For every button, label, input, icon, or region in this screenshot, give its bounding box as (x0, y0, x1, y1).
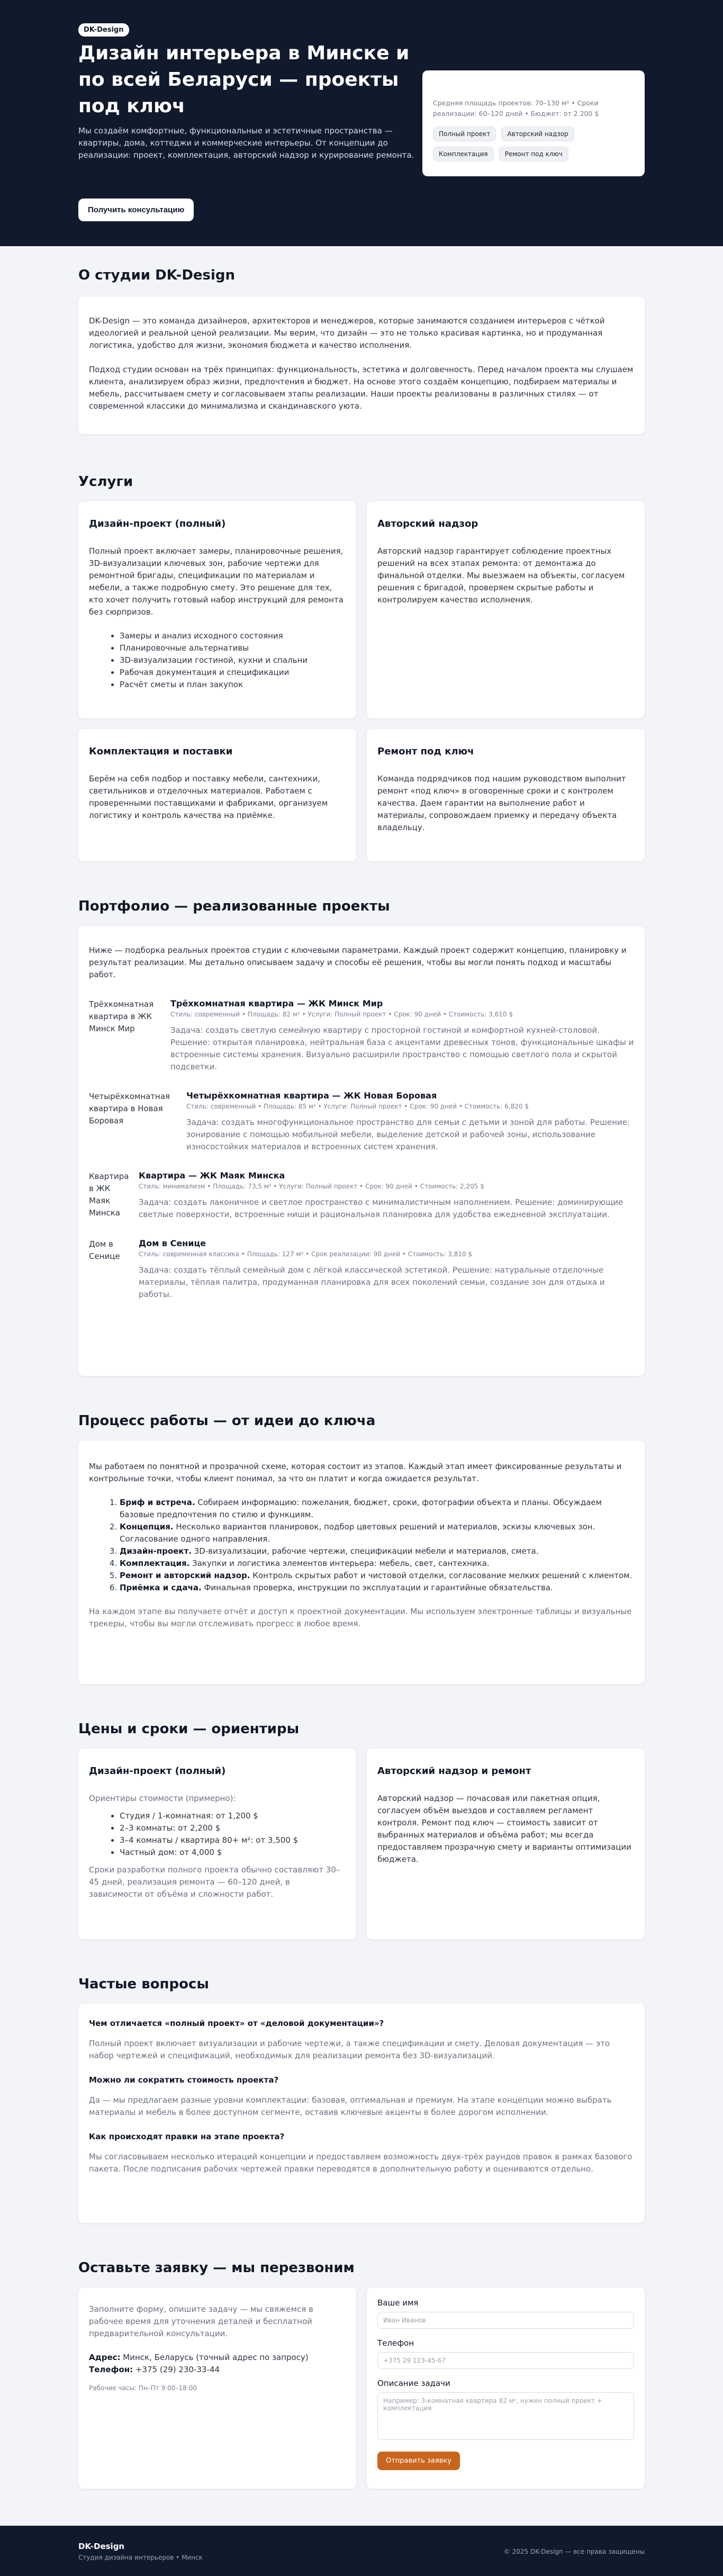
service-features-list (120, 630, 346, 691)
contact-intro: Заполните форму, опишите задачу — мы свяжемся в рабочее время для уточнения деталей и бесплатной предварительной консультации. (89, 2304, 313, 2338)
price-note: Сроки разработки полного проекта обычно составляют 30–45 дней, реализация ремонта — 60–120 дней, в зависимости от объёма и сложности работ. (89, 1865, 340, 1899)
contact-hours: Рабочие часы: Пн–Пт 9:00–18:00 (89, 2384, 197, 2392)
faq-item (89, 2019, 634, 2062)
process-step: 2. Концепция. Несколько вариантов планировок, подбор цветовых решений и материалов, эскизы ключевых зон. Согласование одного направления. (120, 1521, 634, 1545)
project-item (89, 1170, 634, 1221)
price-text: Авторский надзор — почасовая или пакетная опция, согласуем объём выездов и составляем регламент контроля. Ремонт под ключ — стоимость зависит от выбранных материалов и объёма работ; мы всегда предоставляем прозрачную смету и варианты оптимизации бюджета. (377, 1794, 631, 1864)
process-step: 1. Бриф и встреча. Собираем информацию: пожелания, бюджет, сроки, фотографии объекта и планы. Обсуждаем базовые предпочтения по стилю и функциям. (120, 1497, 634, 1521)
portfolio-intro: Ниже — подборка реальных проектов студии с ключевыми параметрами. Каждый проект содержит концепцию, планировку и результат реализации. Мы детально описываем задачу и способы её решения, чтобы вы могли понять подход и масштабы работ. (89, 945, 627, 979)
brand-badge: DK-Design (78, 23, 129, 37)
consultation-button[interactable]: Получить консультацию (78, 199, 194, 221)
process-section (78, 1376, 645, 1684)
service-text: Авторский надзор гарантирует соблюдение проектных решений на всех этапах ремонта: от демонтажа до финальной отделки. Мы выезжаем на объекты, согласуем решения с бригадой, проверяем скрытые работы и контролируем качество исполнения. (377, 546, 625, 605)
project-meta: Стиль: современный • Площадь: 82 м² • Услуги: Полный проект • Срок: 90 дней • Стоимость: 3,610 $ (170, 1011, 513, 1018)
service-card-supervision (367, 501, 645, 718)
project-description: Задача: создать лаконичное и светлое пространство с минималистичным наполнением. Решение: доминирующие светлые поверхности, встроенные ниши и рациональная планировка для удобства ежедневной эксплуатации. (139, 1197, 623, 1219)
phone-label: Телефон (377, 2338, 414, 2348)
service-card-full-project (78, 501, 356, 718)
project-item (89, 1091, 634, 1153)
prices-title: Цены и сроки — ориентиры (78, 1721, 300, 1737)
list-item: • Планировочные альтернативы (120, 642, 346, 654)
contact-title: Оставьте заявку — мы перезвоним (78, 2260, 355, 2276)
project-title: Четырёхкомнатная квартира — ЖК Новая Боровая (186, 1091, 437, 1101)
about-card (78, 296, 645, 434)
hero-section (0, 0, 723, 246)
process-step: 5. Ремонт и авторский надзор. Контроль скрытых работ и чистовой отделки, согласование мелких решений с клиентом. (120, 1570, 634, 1582)
hero-description: Мы создаём комфортные, функциональные и эстетичные пространства — квартиры, дома, коттеджи и коммерческие интерьеры. От концепции до реализации: проект, комплектация, авторский надзор и курирование ремонта. (78, 126, 414, 160)
footer (0, 2526, 723, 2576)
service-text: Берём на себя подбор и поставку мебели, сантехники, светильников и отделочных материалов. Работаем с проверенными поставщиками и фабриками, организуем логистику и контроль качества на приёмке. (89, 774, 328, 820)
project-title: Трёхкомнатная квартира — ЖК Минск Мир (170, 998, 383, 1008)
project-meta: Стиль: минимализм • Площадь: 73,5 м² • Услуги: Полный проект • Срок: 90 дней • Стоимость: 2,205 $ (139, 1183, 484, 1190)
price-card-title: Дизайн-проект (полный) (89, 1766, 226, 1777)
faq-answer: Мы согласовываем несколько итераций концепции и предоставляем возможность двух-трёх раундов правок в рамках базового пакета. После подписания рабочих чертежей правки переводятся в дополнительную работу и оцениваются отдельно. (89, 2152, 632, 2174)
process-steps-list (120, 1497, 634, 1594)
faq-card (78, 2004, 645, 2223)
list-item: • 3D-визуализации гостиной, кухни и спальни (120, 654, 346, 666)
description-textarea[interactable] (377, 2392, 634, 2440)
process-step: 6. Приёмка и сдача. Финальная проверка, инструкции по эксплуатации и гарантийные обязательства. (120, 1582, 634, 1594)
list-item: • Рабочая документация и спецификации (120, 666, 346, 679)
faq-answer: Да — мы предлагаем разные уровни комплектации: базовая, оптимальная и премиум. На этапе концепции можно выбрать материалы и мебель в более доступном сегменте, оставив ключевые акценты в более дорогом исполнении. (89, 2095, 612, 2117)
process-outro: На каждом этапе вы получаете отчёт и доступ к проектной документации. Мы используем электронные таблицы и визуальные трекеры, чтобы вы могли отслеживать прогресс в любое время. (89, 1607, 632, 1628)
services-section (78, 434, 645, 861)
contact-section (78, 2223, 645, 2526)
service-card-procurement (78, 729, 356, 861)
process-title: Процесс работы — от идеи до ключа (78, 1413, 376, 1429)
portfolio-title: Портфолио — реализованные проекты (78, 898, 390, 914)
price-card-design (78, 1749, 356, 1939)
portfolio-card (78, 926, 645, 1376)
service-title: Ремонт под ключ (377, 746, 474, 757)
service-title: Авторский надзор (377, 518, 478, 529)
service-text: Команда подрядчиков под нашим руководством выполнит ремонт «под ключ» в оговоренные сроки и с контролем качества. Даем гарантии на выполнение работ и материалы, сопровождаем приемку и передачу объекта владельцу. (377, 774, 626, 832)
faq-answer: Полный проект включает визуализации и рабочие чертежи, а также спецификации и смету. Деловая документация — это набор чертежей и спецификаций, необходимых для реализации ремонта без 3D-визуализаций. (89, 2039, 610, 2060)
project-item (89, 998, 634, 1073)
project-image-alt: Четырёхкомнатная квартира в Новая Боровая (89, 1092, 170, 1125)
service-title: Дизайн-проект (полный) (89, 518, 226, 529)
about-section (78, 246, 645, 434)
contact-address: Адрес: Минск, Беларусь (точный адрес по запросу) (89, 2353, 309, 2362)
faq-question: Можно ли сократить стоимость проекта? (89, 2075, 279, 2085)
price-card-supervision (367, 1749, 645, 1939)
list-item: • Замеры и анализ исходного состояния (120, 630, 346, 642)
service-card-turnkey (367, 729, 645, 861)
project-meta: Стиль: современная классика • Площадь: 127 м² • Срок реализации: 90 дней • Стоимость: 3,810 $ (139, 1250, 472, 1258)
portfolio-section (78, 861, 645, 1376)
list-item: • Студия / 1-комнатная: от 1,200 $ (120, 1810, 346, 1822)
list-item: • 2–3 комнаты: от 2,200 $ (120, 1822, 346, 1834)
project-image-alt: Дом в Сенице (89, 1239, 120, 1261)
faq-item (89, 2132, 634, 2175)
faq-title: Частые вопросы (78, 1976, 209, 1992)
project-stats: Средняя площадь проектов: 70–130 м² • Сроки реализации: 60–120 дней • Бюджет: от 2 200 $ (433, 99, 599, 118)
chip-turnkey: Ремонт под ключ (499, 147, 568, 161)
faq-section (78, 1939, 645, 2223)
price-card-title: Авторский надзор и ремонт (377, 1766, 531, 1777)
footer-copyright: © 2025 DK-Design — все права защищены (503, 2548, 645, 2555)
price-list (120, 1810, 346, 1859)
list-item: • 3–4 комнаты / квартира 80+ м²: от 3,500 $ (120, 1834, 346, 1847)
project-description: Задача: создать тёплый семейный дом с лёгкой классической эстетикой. Решение: натуральные отделочные материалы, тёплая палитра, продуманная планировка для всех поколений семьи, создание зон для отдыха и работы. (139, 1265, 605, 1299)
footer-tagline: Студия дизайна интерьеров • Минск (78, 2554, 203, 2561)
process-step: 4. Комплектация. Закупки и логистика элементов интерьера: мебель, свет, сантехника. (120, 1557, 634, 1570)
project-description: Задача: создать светлую семейную квартиру с просторной гостиной и комфортной кухней-столовой. Решение: открытая планировка, нейтральная база с акцентами древесных тонов, функциональные шкафы и встроенные системы хранения. Визуально расширили пространство с помощью светлого пола и скрытой подсветки. (170, 1025, 634, 1071)
hero-title: Дизайн интерьера в Минске и по всей Беларуси — проекты под ключ (78, 42, 410, 117)
hero-summary-card (422, 70, 645, 176)
project-item (89, 1238, 634, 1301)
submit-request-button[interactable]: Отправить заявку (377, 2452, 460, 2470)
process-card (78, 1440, 645, 1684)
service-title: Комплектация и поставки (89, 746, 233, 757)
about-paragraph: Подход студии основан на трёх принципах: функциональность, эстетика и долговечность. Перед началом проекта мы слушаем клиента, анализируем образ жизни, предпочтения и бюджет. На основе этого создаём концепцию, подбираем материалы и мебель, рассчитываем смету и согласовываем этапы реализации. Наши проекты реализованы в различных стилях — от современной классики до минимализма и скандинавского уюта. (89, 365, 634, 411)
list-item: • Расчёт сметы и план закупок (120, 679, 346, 691)
service-text: Полный проект включает замеры, планировочные решения, 3D-визуализации ключевых зон, рабочие чертежи для ремонтной бригады, спецификации по материалам и мебели, а также подробную смету. Это решение для тех, кто хочет получить готовый набор инструкций для ремонта без сюрпризов. (89, 546, 344, 617)
prices-section (78, 1684, 645, 1939)
contact-info-card (78, 2287, 356, 2489)
footer-brand: DK-Design (78, 2542, 125, 2551)
contact-phone: Телефон: +375 (29) 230-33-44 (89, 2365, 220, 2374)
faq-question: Как происходят правки на этапе проекта? (89, 2132, 285, 2141)
project-title: Квартира — ЖК Маяк Минска (139, 1170, 285, 1181)
faq-item (89, 2075, 634, 2119)
about-title: О студии DK-Design (78, 267, 236, 283)
list-item: • Частный дом: от 4,000 $ (120, 1847, 346, 1859)
process-step: 3. Дизайн-проект. 3D-визуализации, рабочие чертежи, спецификации мебели и материалов, смета. (120, 1545, 634, 1557)
phone-input[interactable] (377, 2352, 634, 2369)
contact-form (367, 2287, 645, 2489)
project-image-alt: Трёхкомнатная квартира в ЖК Минск Мир (89, 999, 154, 1033)
about-paragraph: DK-Design — это команда дизайнеров, архитекторов и менеджеров, которые занимаются созданием интерьеров с чёткой идеологией и реальной ценой реализации. Мы верим, что дизайн — это не только красивая картинка, но и продуманная логистика, удобство для жизни, экономия бюджета и качество исполнения. (89, 316, 605, 350)
chip-supervision: Авторский надзор (501, 127, 574, 141)
chip-full-project: Полный проект (433, 127, 496, 141)
project-description: Задача: создать многофункциональное пространство для семьи с детьми и зоной для работы. Решение: зонирование с помощью мобильной мебели, выделение детской и рабочей зоны, использование износостойких материалов и встроенных систем хранения. (186, 1118, 630, 1151)
name-input[interactable] (377, 2312, 634, 2329)
price-intro: Ориентиры стоимости (примерно): (89, 1794, 236, 1803)
description-label: Описание задачи (377, 2379, 450, 2388)
services-title: Услуги (78, 474, 133, 490)
name-label: Ваше имя (377, 2298, 419, 2308)
faq-question: Чем отличается «полный проект» от «деловой документации»? (89, 2019, 384, 2028)
project-image-alt: Квартира в ЖК Маяк Минска (89, 1172, 129, 1218)
chip-procurement: Комплектация (433, 147, 494, 161)
project-title: Дом в Сенице (139, 1238, 206, 1248)
process-intro: Мы работаем по понятной и прозрачной схеме, которая состоит из этапов. Каждый этап имеет фиксированные результаты и контрольные точки, чтобы клиент понимал, за что он платит и когда ожидается результат. (89, 1462, 622, 1483)
project-meta: Стиль: современный • Площадь: 85 м² • Услуги: Полный проект • Срок: 90 дней • Стоимость: 6,820 $ (186, 1103, 529, 1110)
